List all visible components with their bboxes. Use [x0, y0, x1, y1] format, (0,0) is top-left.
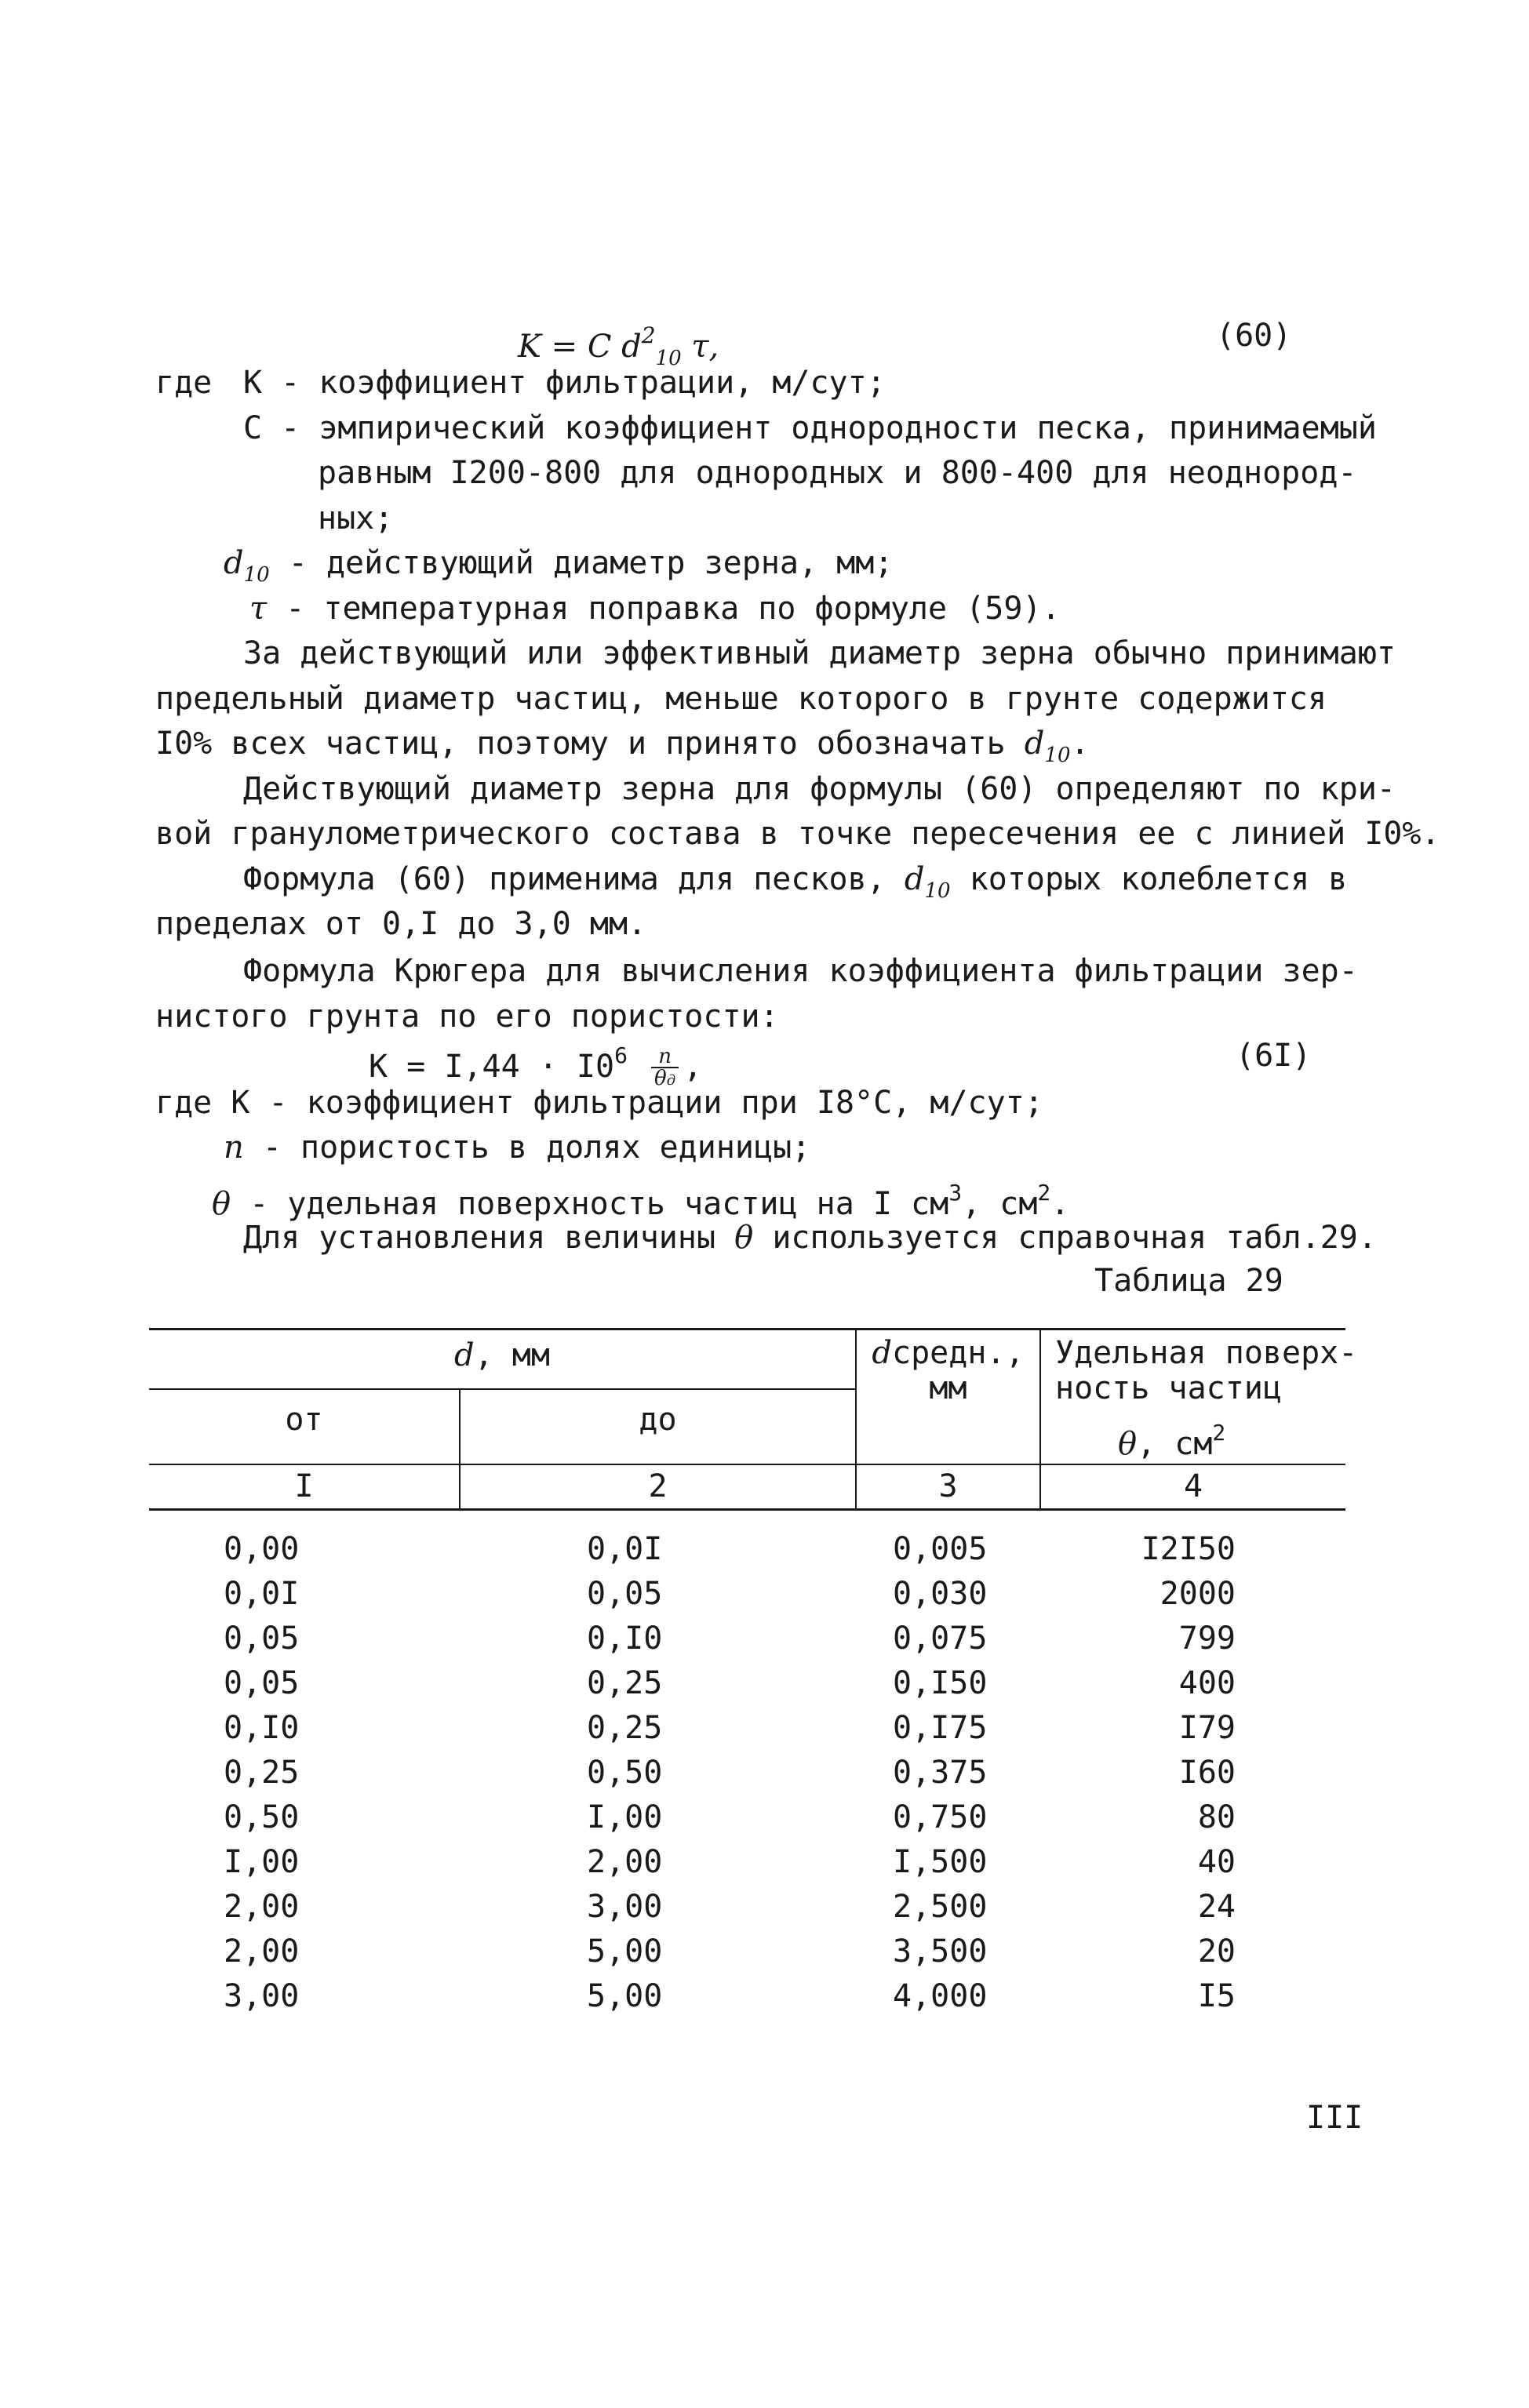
cell-to: 5,00 — [587, 1933, 663, 1970]
cell-surface: I2I50 — [1141, 1531, 1236, 1567]
col-number-2: 2 — [648, 1468, 668, 1504]
cell-from: 0,00 — [224, 1531, 300, 1567]
para1-line2: предельный диаметр частиц, меньше которого в грунте содержится — [155, 681, 1327, 717]
table-caption: Таблица 29 — [1094, 1263, 1283, 1299]
cell-davg: 0,I75 — [893, 1710, 988, 1746]
cell-to: 2,00 — [587, 1844, 663, 1880]
cell-davg: 0,030 — [893, 1576, 988, 1612]
cell-from: 0,25 — [224, 1755, 300, 1791]
table-number-row-rule — [149, 1508, 1345, 1511]
header-surface-line1: Удельная поверх- — [1055, 1335, 1358, 1371]
page-number: III — [1306, 2100, 1363, 2136]
cell-from: I,00 — [224, 1844, 300, 1880]
formula-61: $К = I,44 \cdot I0^6$ $\frac{n}{\theta д}$ , — [369, 1042, 703, 1090]
def-c-cont: равным I200-800 для однородных и 800-400 для неоднород- — [318, 455, 1357, 491]
col-number-1: I — [294, 1468, 314, 1504]
header-from: от — [285, 1402, 323, 1438]
cell-davg: 0,005 — [893, 1531, 988, 1567]
header-davg-unit: мм — [929, 1370, 967, 1406]
cell-from: 0,0I — [224, 1576, 300, 1612]
cell-from: 2,00 — [224, 1933, 300, 1970]
defs-intro: где — [155, 365, 213, 401]
cell-davg: 3,500 — [893, 1933, 988, 1970]
def61-k: где К - коэффициент фильтрации при I8°С, м/сут; — [155, 1085, 1043, 1121]
para4-line2: нистого грунта по его пористости: — [155, 998, 779, 1035]
header-surface-line2: ность частиц — [1055, 1370, 1282, 1406]
para3-line1: Формула (60) применима для песков, $d_{10}$ которых колеблется в — [243, 861, 1348, 903]
cell-surface: I79 — [1178, 1710, 1236, 1746]
def61-n: n - пористость в долях единицы; — [224, 1129, 811, 1166]
col-number-4: 4 — [1183, 1468, 1203, 1504]
formula-60: K = C $d^2_{10}$ τ, — [518, 322, 719, 370]
para5: Для установления величины θ используется справочная табл.29. — [243, 1220, 1377, 1256]
def-c-cont2: ных; — [318, 500, 394, 537]
formula-60-number: (60) — [1216, 318, 1292, 354]
header-to: до — [639, 1402, 677, 1438]
cell-surface: I5 — [1197, 1978, 1236, 2014]
table-header-split-rule — [149, 1388, 855, 1390]
def-d10: $d_{10}$ - действующий диаметр зерна, мм; — [224, 545, 894, 587]
cell-to: I,00 — [587, 1799, 663, 1835]
para4-line1: Формула Крюгера для вычисления коэффициента фильтрации зер- — [243, 953, 1358, 989]
cell-to: 0,I0 — [587, 1620, 663, 1657]
cell-surface: I60 — [1178, 1755, 1236, 1791]
cell-to: 0,05 — [587, 1576, 663, 1612]
cell-davg: 0,750 — [893, 1799, 988, 1835]
para1-line1: За действующий или эффективный диаметр зерна обычно принимают — [243, 635, 1396, 671]
cell-davg: 0,375 — [893, 1755, 988, 1791]
def-tau: τ - температурная поправка по формуле (59). — [249, 591, 1061, 627]
cell-surface: 2000 — [1159, 1576, 1236, 1612]
cell-davg: 4,000 — [893, 1978, 988, 2014]
cell-from: 0,50 — [224, 1799, 300, 1835]
header-davg: dсредн., — [872, 1335, 1025, 1371]
cell-davg: 2,500 — [893, 1889, 988, 1925]
def-k: К - коэффициент фильтрации, м/сут; — [243, 365, 886, 401]
para2-line2: вой гранулометрического состава в точке пересечения ее с линией I0%. — [155, 816, 1440, 852]
cell-to: 0,25 — [587, 1665, 663, 1701]
header-d: d, мм — [454, 1337, 550, 1373]
table-header-bottom-rule — [149, 1464, 1345, 1465]
cell-to: 5,00 — [587, 1978, 663, 2014]
cell-to: 0,0I — [587, 1531, 663, 1567]
cell-from: 3,00 — [224, 1978, 300, 2014]
table-top-rule — [149, 1328, 1345, 1330]
para3-line2: пределах от 0,I до 3,0 мм. — [155, 906, 647, 942]
cell-davg: 0,075 — [893, 1620, 988, 1657]
cell-surface: 400 — [1178, 1665, 1236, 1701]
col-number-3: 3 — [938, 1468, 958, 1504]
cell-to: 0,50 — [587, 1755, 663, 1791]
def61-theta: θ - удельная поверхность частиц на I $см^3$, $см^2$. — [212, 1180, 1070, 1222]
cell-surface: 24 — [1197, 1889, 1236, 1925]
cell-surface: 40 — [1197, 1844, 1236, 1880]
cell-from: 0,05 — [224, 1665, 300, 1701]
cell-to: 3,00 — [587, 1889, 663, 1925]
cell-from: 2,00 — [224, 1889, 300, 1925]
cell-davg: I,500 — [893, 1844, 988, 1880]
cell-from: 0,I0 — [224, 1710, 300, 1746]
para2-line1: Действующий диаметр зерна для формулы (60) определяют по кри- — [243, 771, 1396, 807]
header-surface-unit: θ, $см^2$ — [1118, 1420, 1226, 1462]
cell-surface: 80 — [1197, 1799, 1236, 1835]
def-c: С - эмпирический коэффициент однородности песка, принимаемый — [243, 410, 1377, 446]
para1-line3: I0% всех частиц, поэтому и принято обозначать $d_{10}$. — [155, 726, 1090, 767]
cell-from: 0,05 — [224, 1620, 300, 1657]
cell-davg: 0,I50 — [893, 1665, 988, 1701]
cell-surface: 20 — [1197, 1933, 1236, 1970]
formula-61-number: (6I) — [1236, 1038, 1312, 1074]
cell-to: 0,25 — [587, 1710, 663, 1746]
cell-surface: 799 — [1178, 1620, 1236, 1657]
